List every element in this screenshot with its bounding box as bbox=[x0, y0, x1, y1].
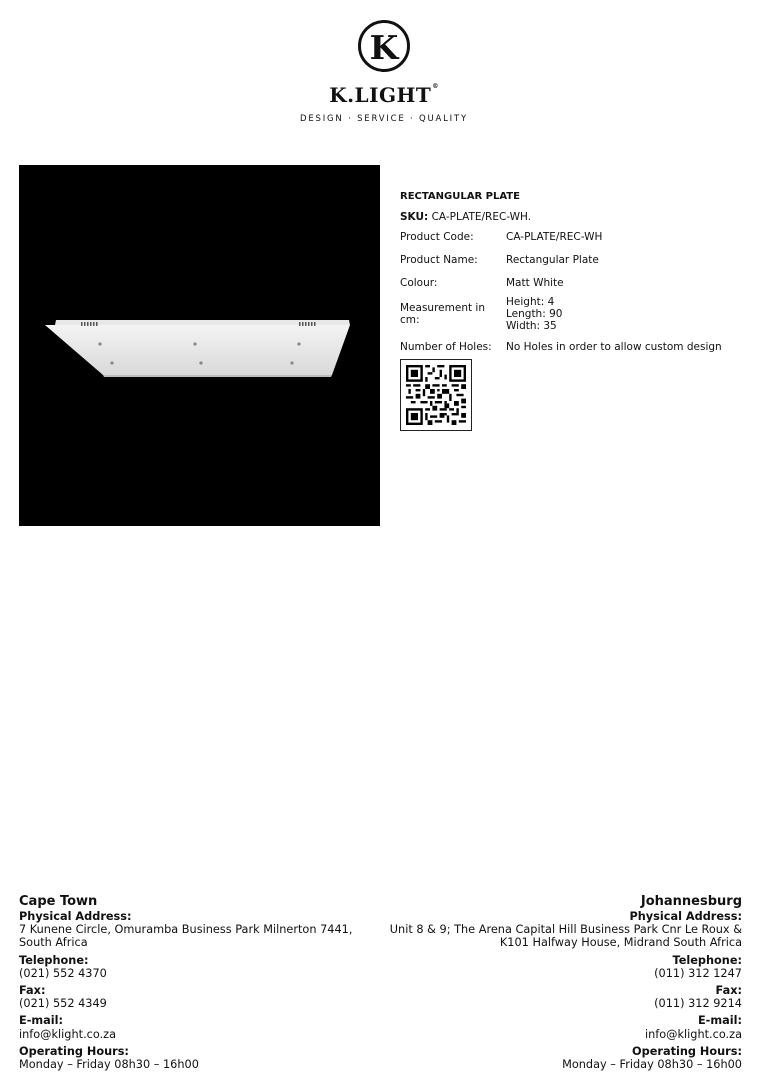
footer-cape-town bbox=[19, 894, 379, 1071]
email-label: E-mail: bbox=[697, 1014, 742, 1028]
address-label: Physical Address: bbox=[629, 910, 742, 923]
logo-emblem-icon bbox=[358, 20, 410, 72]
logo-letter: K bbox=[369, 27, 399, 67]
email-label: E-mail: bbox=[19, 1014, 64, 1028]
fax-number: (011) 312 9214 bbox=[654, 997, 742, 1011]
city-name: Cape Town bbox=[19, 894, 98, 909]
fax-number: (021) 552 4349 bbox=[19, 997, 107, 1011]
telephone-label: Telephone: bbox=[19, 953, 89, 967]
brand-tagline: DESIGN · SERVICE · QUALITY bbox=[300, 114, 468, 124]
telephone-number: (021) 552 4370 bbox=[19, 966, 107, 980]
spec-row-number-of-holes: Number of Holes: No Holes in order to allow custom design bbox=[400, 341, 722, 353]
physical-address: Unit 8 & 9; The Arena Capital Hill Business Park Cnr Le Roux & K101 Halfway House, Midrand South Africa bbox=[389, 923, 742, 950]
product-photo bbox=[19, 165, 380, 526]
rectangular-plate-image bbox=[19, 165, 380, 526]
email-address: info@klight.co.za bbox=[644, 1027, 742, 1041]
product-title: RECTANGULAR PLATE bbox=[400, 191, 520, 202]
product-sku: SKU: CA-PLATE/REC-WH. bbox=[400, 211, 532, 223]
product-details bbox=[400, 191, 750, 431]
telephone-number: (011) 312 1247 bbox=[654, 966, 742, 980]
physical-address: 7 Kunene Circle, Omuramba Business Park Milnerton 7441, South Africa bbox=[19, 923, 353, 950]
footer-johannesburg bbox=[362, 894, 742, 1071]
spec-row-product-name: Product Name: Rectangular Plate bbox=[400, 254, 599, 266]
measurement-length: Length: 90 bbox=[506, 308, 563, 320]
email-address: info@klight.co.za bbox=[19, 1027, 117, 1041]
fax-label: Fax: bbox=[715, 984, 742, 998]
qr-code-icon bbox=[406, 365, 466, 425]
measurement-width: Width: 35 bbox=[506, 320, 557, 332]
operating-hours: Monday – Friday 08h30 – 16h00 bbox=[562, 1058, 742, 1072]
measurement-height: Height: 4 bbox=[506, 296, 555, 308]
company-logo bbox=[0, 20, 768, 124]
hours-label: Operating Hours: bbox=[632, 1044, 742, 1058]
city-name: Johannesburg bbox=[640, 894, 742, 909]
spec-row-measurement: Measurement in cm: Height: 4 Length: 90 Width: 35 bbox=[400, 296, 750, 332]
spec-row-colour: Colour: Matt White bbox=[400, 277, 564, 289]
telephone-label: Telephone: bbox=[672, 953, 742, 967]
registered-mark: ® bbox=[432, 83, 439, 90]
qr-code bbox=[400, 359, 472, 431]
address-label: Physical Address: bbox=[19, 910, 132, 923]
brand-name: K.LIGHT® bbox=[329, 83, 439, 107]
fax-label: Fax: bbox=[19, 984, 46, 998]
spec-row-product-code: Product Code: CA-PLATE/REC-WH bbox=[400, 231, 603, 243]
hours-label: Operating Hours: bbox=[19, 1044, 129, 1058]
operating-hours: Monday – Friday 08h30 – 16h00 bbox=[19, 1058, 199, 1072]
